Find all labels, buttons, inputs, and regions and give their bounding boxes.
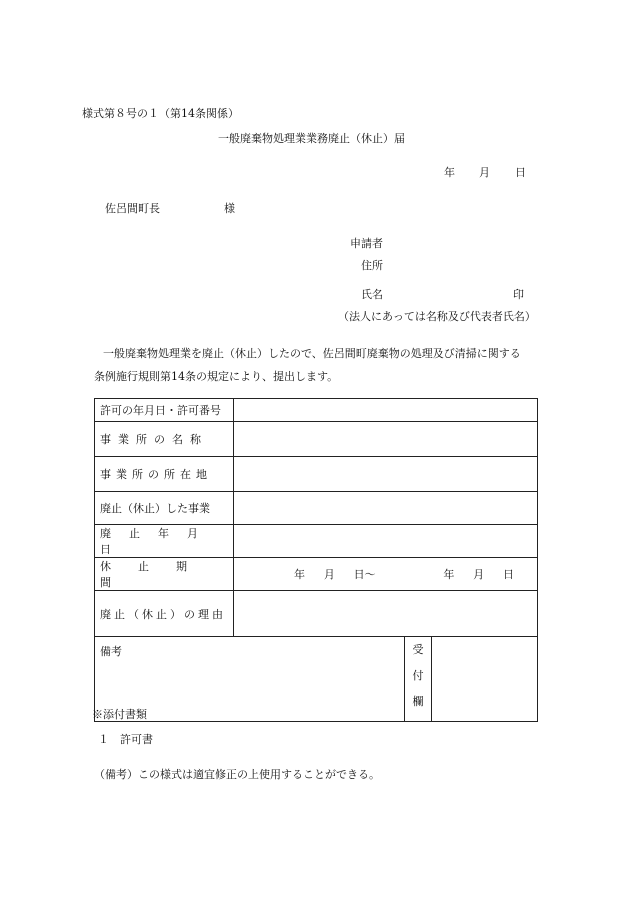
table-row [95,492,538,525]
applicant-label: 申請者 [350,237,383,250]
row-label-office-address: 事業所の所在地 [95,457,234,492]
table-row [95,525,538,558]
attachments-heading: ※添付書類 [92,708,147,721]
period-year-1: 年 [294,568,305,581]
period-month-1: 月 [323,568,335,581]
page-title: 一般廃棄物処理業業務廃止（休止）届 [218,132,405,145]
table-row [95,637,538,722]
reception-char-1: 受 [412,643,424,656]
period-year-2: 年 [443,568,455,581]
date-year: 年 [444,166,455,179]
office-address-value-cell[interactable] [234,457,538,492]
period-day-2: 日 [502,568,514,581]
seal-mark: 印 [513,288,524,301]
table-row [95,422,538,457]
abolish-date-value-cell[interactable] [234,525,538,558]
applicant-name-label: 氏名 [361,288,383,301]
period-month-2: 月 [473,568,485,581]
notification-table [94,398,538,722]
row-label-reason: 廃止（休止）の理由 [95,591,234,637]
form-number: 様式第８号の１（第14条関係） [82,107,239,120]
table-row [95,558,538,591]
reception-value-cell[interactable] [432,637,538,722]
attachment-item-1: １ 許可書 [98,733,153,746]
row-label-permit: 許可の年月日・許可番号 [95,399,234,422]
row-label-abolish-date: 廃止年月日 [95,525,234,558]
table-row [95,399,538,422]
reception-label-cell [405,637,432,722]
suspend-period-cell[interactable] [234,558,538,591]
business-value-cell[interactable] [234,492,538,525]
reception-char-2: 付 [412,669,424,682]
office-name-value-cell[interactable] [234,422,538,457]
addressee-name: 佐呂間町長 [105,202,160,215]
remarks-label: 備考 [100,645,122,658]
period-fields [239,566,532,582]
reception-char-3: 欄 [412,695,424,708]
applicant-address-label: 住所 [361,259,383,272]
table-row [95,591,538,637]
date-day: 日 [515,166,526,179]
row-label-office-name: 事業所の名称 [95,422,234,457]
reason-value-cell[interactable] [234,591,538,637]
table-row [95,457,538,492]
addressee-honorific: 様 [224,202,235,215]
row-label-suspend-period: 休止期間 [95,558,234,591]
row-label-business: 廃止（休止）した事業 [95,492,234,525]
date-month: 月 [479,166,490,179]
body-line-2: 条例施行規則第14条の規定により、提出します。 [94,370,339,383]
corp-note: （法人にあっては名称及び代表者氏名） [338,310,536,323]
permit-value-cell[interactable] [234,399,538,422]
body-line-1: 一般廃棄物処理業を廃止（休止）したので、佐呂間町廃棄物の処理及び清掃に関する [103,347,521,360]
footer-note: （備考）この様式は適宜修正の上使用することができる。 [94,768,380,781]
period-day-1: 日〜 [353,568,376,581]
